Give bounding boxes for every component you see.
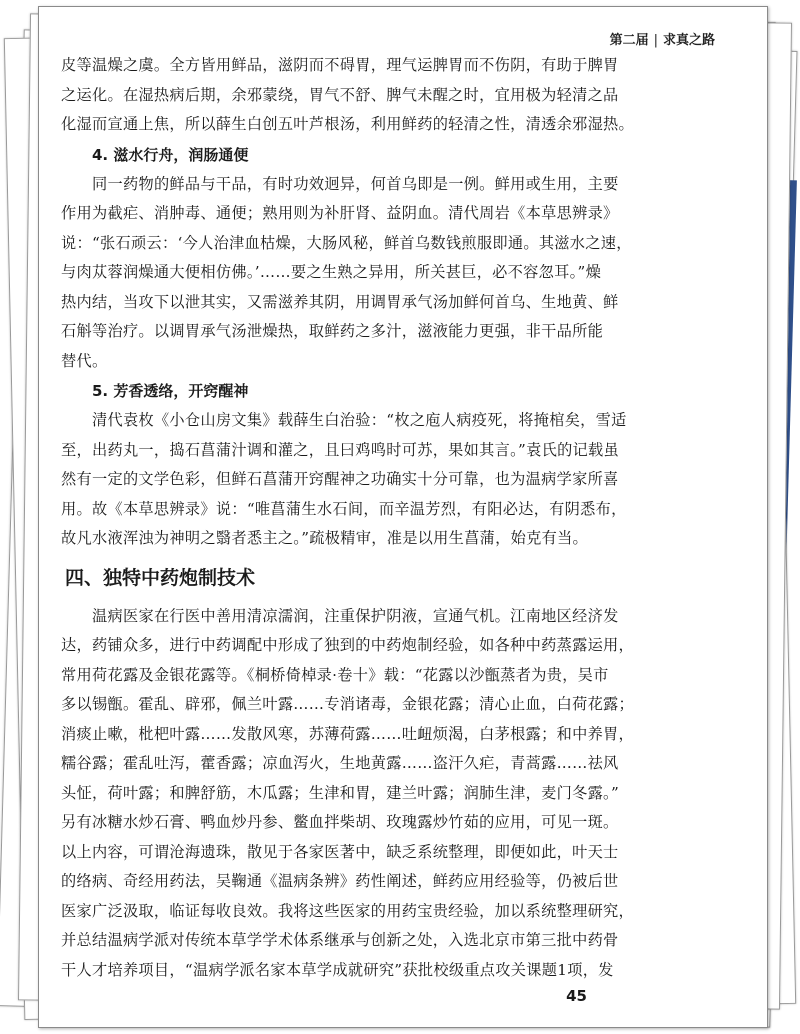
text-line: 消痰止嗽，枇杷叶露……发散风寒，苏薄荷露……吐衄烦渴，白茅根露；和中养胃，: [61, 724, 635, 743]
book-page: [38, 6, 768, 1028]
text-line: 化湿而宣通上焦，所以薛生白创五叶芦根汤，利用鲜药的轻清之性，清透余邪湿热。: [61, 115, 635, 133]
text-line: 替代。: [61, 351, 108, 370]
text-line: 并总结温病学派对传统本草学学术体系继承与创新之处，入选北京市第三批中药骨: [61, 931, 619, 949]
text-line: 之运化。在湿热病后期，余邪蒙绕，胃气不舒、脾气未醒之时，宜用极为轻清之品: [61, 85, 619, 104]
header-series: 第二届: [609, 33, 649, 48]
text-line: 干人才培养项目，“温病学派名家本草学成就研究”获批校级重点攻关课题1项，发: [61, 960, 614, 979]
text-line: 温病医家在行医中善用清凉濡润，注重保护阴液，宣通气机。江南地区经济发: [92, 606, 619, 625]
header-separator: |: [653, 33, 658, 48]
text-line: 故凡水液浑浊为神明之翳者悉主之。”疏极精审，准是以用生菖蒲，始克有当。: [61, 529, 589, 547]
text-line: 达，药铺众多，进行中药调配中形成了独到的中药炮制经验，如各种中药蒸露运用，: [61, 636, 635, 654]
text-line: 清代袁枚《小仓山房文集》载薛生白治验：“枚之庖人病疫死，将掩棺矣，雪适: [92, 411, 627, 429]
subheading-5: 5. 芳香透络，开窍醒神: [92, 382, 249, 400]
page-number: 45: [566, 987, 587, 1005]
text-line: 与肉苁蓉润燥通大便相仿佛。’……要之生熟之异用，所关甚巨，必不容忽耳。”燥: [61, 263, 602, 281]
text-line: 石斛等治疗。以调胃承气汤泄燥热，取鲜药之多汁，滋液能力更强，非干品所能: [61, 322, 604, 340]
section-title: 四、独特中药炮制技术: [65, 566, 256, 589]
text-line: 皮等温燥之虞。全方皆用鲜品，滋阴而不碍胃，理气运脾胃而不伤阴，有助于脾胃: [61, 56, 619, 74]
text-line: 常用荷花露及金银花露等。《桐桥倚棹录·卷十》载：“花露以沙甑蒸者为贵，吴市: [61, 665, 609, 684]
text-line: 以上内容，可谓沧海遗珠，散见于各家医著中，缺乏系统整理，即便如此，叶天士: [61, 842, 619, 861]
running-header: [610, 29, 715, 48]
text-line: 说：“张石顽云：‘今人治津血枯燥，大肠风秘，鲜首乌数钱煎服即通。其滋水之速，: [61, 233, 632, 252]
text-line: 医家广泛汲取，临证每收良效。我将这些医家的用药宝贵经验，加以系统整理研究，: [61, 901, 635, 920]
text-line: 多以锡甑。霍乱、辟邪，佩兰叶露……专消诸毒，金银花露；清心止血，白荷花露；: [61, 695, 635, 713]
text-line: 作用为截疟、消肿毒、通便；熟用则为补肝肾、益阴血。清代周岩《本草思辨录》: [61, 204, 619, 222]
text-line: 另有冰糖水炒石膏、鸭血炒丹参、鳖血拌柴胡、玫瑰露炒竹茹的应用，可见一斑。: [61, 813, 619, 831]
header-title: 求真之路: [662, 33, 715, 48]
text-line: 糯谷露；霍乱吐泻，藿香露；凉血泻火，生地黄露……盗汗久疟，青蒿露……祛风: [61, 754, 619, 772]
text-line: 的络病、奇经用药法，吴鞠通《温病条辨》药性阐述，鲜药应用经验等，仍被后世: [61, 872, 619, 890]
text-line: 用。故《本草思辨录》说：“唯菖蒲生水石间，而辛温芳烈，有阳必达，有阴悉布，: [61, 499, 627, 518]
subheading-4: 4. 滋水行舟，润肠通便: [92, 145, 249, 164]
text-line: 然有一定的文学色彩，但鲜石菖蒲开窍醒神之功确实十分可靠，也为温病学家所喜: [61, 470, 619, 488]
page-body: [61, 51, 673, 985]
text-line: 至，出药丸一，捣石菖蒲汁调和灌之，且曰鸡鸣时可苏，果如其言。”袁氏的记载虽: [61, 440, 620, 459]
text-line: 同一药物的鲜品与干品，有时功效迥异，何首乌即是一例。鲜用或生用，主要: [92, 174, 619, 193]
text-line: 头怔，荷叶露；和脾舒筋，木瓜露；生津和胃，建兰叶露；润肺生津，麦门冬露。”: [61, 783, 620, 802]
text-line: 热内结，当攻下以泄其实，又需滋养其阴，用调胃承气汤加鲜何首乌、生地黄、鲜: [61, 292, 619, 311]
